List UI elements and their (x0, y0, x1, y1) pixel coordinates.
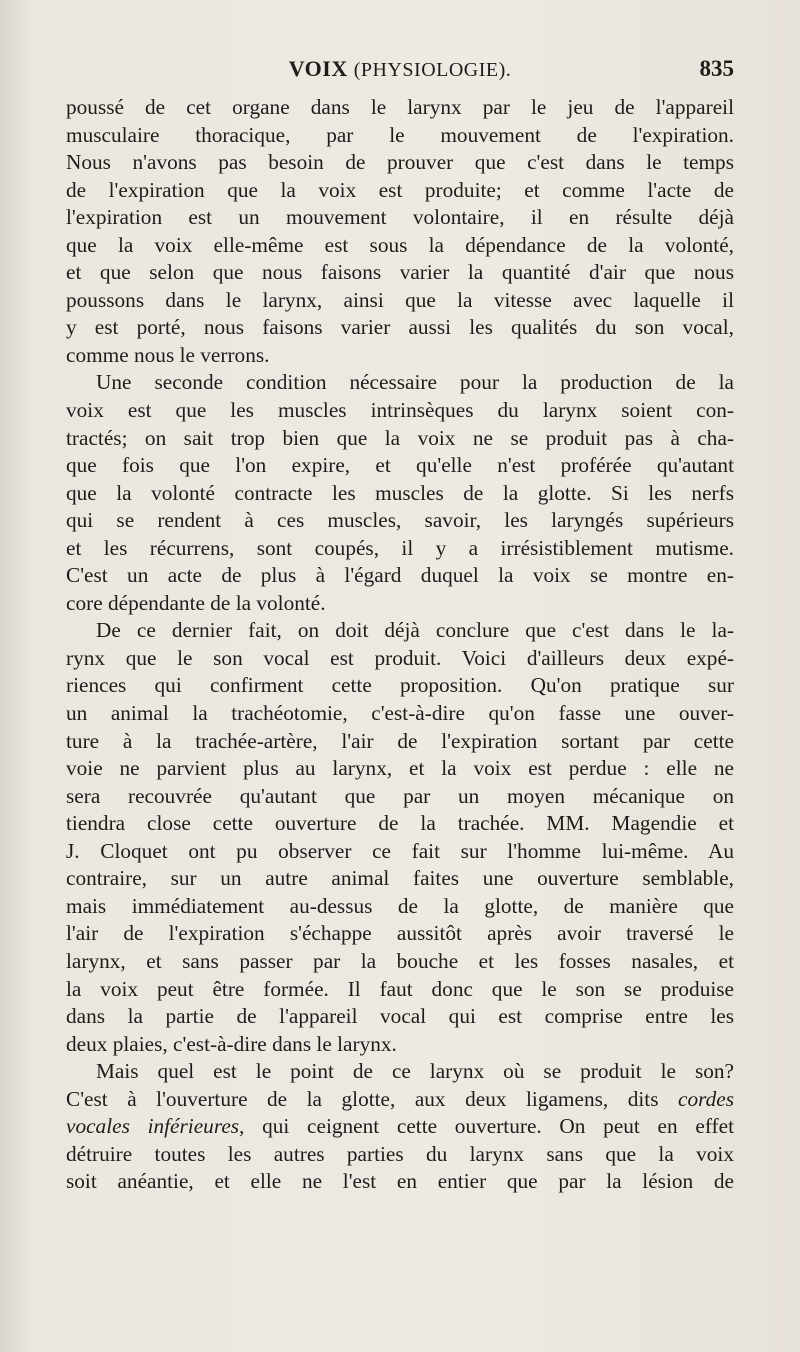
text-line (66, 590, 734, 618)
text-line (66, 893, 734, 921)
line-text: mais immédiatement au-dessus de la glotte, de manière que (66, 893, 734, 918)
line-text: deux plaies, c'est-à-dire dans le larynx. (66, 1031, 397, 1056)
line-text: core dépendante de la volonté. (66, 590, 326, 615)
line-text: rynx que le son vocal est produit. Voici d'ailleurs deux expé- (66, 645, 734, 670)
line-text: un animal la trachéotomie, c'est-à-dire qu'on fasse une ouver- (66, 701, 734, 726)
text-line (66, 480, 734, 508)
line-text: que la voix elle-même est sous la dépendance de la volonté, (66, 232, 734, 257)
line-text: C'est à l'ouverture de la glotte, aux deux ligamens, dits (66, 1086, 678, 1111)
text-line (66, 204, 734, 232)
line-text: ture à la trachée-artère, l'air de l'expiration sortant par cette (66, 728, 734, 753)
text-line (66, 700, 734, 728)
text-line (66, 1086, 734, 1114)
text-line (66, 920, 734, 948)
line-text: que fois que l'on expire, et qu'elle n'est proférée qu'autant (66, 453, 734, 478)
text-line (66, 232, 734, 260)
running-head-subtitle: (PHYSIOLOGIE). (353, 59, 512, 81)
text-line (66, 397, 734, 425)
line-text: Une seconde condition nécessaire pour la production de la (96, 370, 734, 395)
text-line (66, 645, 734, 673)
line-text: musculaire thoracique, par le mouvement de l'expiration. (66, 122, 734, 147)
line-text: de l'expiration que la voix est produite; et comme l'acte de (66, 177, 734, 202)
line-text: Nous n'avons pas besoin de prouver que c'est dans le temps (66, 150, 734, 175)
text-line (66, 810, 734, 838)
text-line (66, 783, 734, 811)
text-line (66, 425, 734, 453)
line-text: qui se rendent à ces muscles, savoir, les laryngés supérieurs (66, 508, 734, 533)
text-line (66, 122, 734, 150)
text-line (66, 507, 734, 535)
line-text: De ce dernier fait, on doit déjà conclure que c'est dans le la- (96, 618, 734, 643)
text-line (66, 452, 734, 480)
text-line (66, 617, 734, 645)
line-text: comme nous le verrons. (66, 342, 270, 367)
line-text: J. Cloquet ont pu observer ce fait sur l'homme lui-même. Au (66, 838, 734, 863)
text-line (66, 1141, 734, 1169)
page-number: 835 (699, 56, 734, 81)
running-head (66, 56, 734, 82)
text-line (66, 865, 734, 893)
text-line (66, 535, 734, 563)
line-italic-text: cordes (678, 1086, 734, 1111)
line-italic-text: vocales inférieures, (66, 1114, 245, 1139)
line-text: soit anéantie, et elle ne l'est en entier que par la lésion de (66, 1169, 734, 1194)
line-text: l'air de l'expiration s'échappe aussitôt après avoir traversé le (66, 921, 734, 946)
text-line (66, 728, 734, 756)
line-text: et que selon que nous faisons varier la quantité d'air que nous (66, 260, 734, 285)
text-line (66, 1168, 734, 1196)
text-line (66, 1058, 734, 1086)
text-line (66, 259, 734, 287)
text-line (66, 976, 734, 1004)
line-text: dans la partie de l'appareil vocal qui est comprise entre les (66, 1004, 734, 1029)
line-text: tiendra close cette ouverture de la trachée. MM. Magendie et (66, 811, 734, 836)
line-text: poussé de cet organe dans le larynx par le jeu de l'appareil (66, 95, 734, 119)
line-text: voix est que les muscles intrinsèques du larynx soient con- (66, 398, 734, 423)
text-line (66, 287, 734, 315)
text-line (66, 314, 734, 342)
text-line (66, 755, 734, 783)
running-head-title: VOIX (288, 56, 348, 81)
line-text: l'expiration est un mouvement volontaire, il en résulte déjà (66, 205, 734, 230)
line-text: la voix peut être formée. Il faut donc que le son se produise (66, 976, 734, 1001)
text-line (66, 1031, 734, 1059)
line-text: sera recouvrée qu'autant que par un moyen mécanique on (66, 783, 734, 808)
line-text: riences qui confirment cette proposition. Qu'on pratique sur (66, 673, 734, 698)
text-line (66, 672, 734, 700)
text-line (66, 94, 734, 122)
line-text: tractés; on sait trop bien que la voix ne se produit pas à cha- (66, 425, 734, 450)
text-line (66, 838, 734, 866)
text-line (66, 149, 734, 177)
line-text: que la volonté contracte les muscles de la glotte. Si les nerfs (66, 480, 734, 505)
line-text: y est porté, nous faisons varier aussi les qualités du son vocal, (66, 315, 734, 340)
line-text-after: qui ceignent cette ouverture. On peut en effet (244, 1114, 734, 1139)
text-line (66, 342, 734, 370)
text-line (66, 562, 734, 590)
line-text: poussons dans le larynx, ainsi que la vitesse avec laquelle il (66, 287, 734, 312)
text-line (66, 1113, 734, 1141)
line-text: contraire, sur un autre animal faites une ouverture semblable, (66, 866, 734, 891)
line-text: détruire toutes les autres parties du larynx sans que la voix (66, 1141, 734, 1166)
line-text: voie ne parvient plus au larynx, et la voix est perdue : elle ne (66, 756, 734, 781)
line-text: et les récurrens, sont coupés, il y a irrésistiblement mutisme. (66, 535, 734, 560)
text-line (66, 948, 734, 976)
text-line (66, 177, 734, 205)
body-text (66, 94, 734, 1196)
page-header (66, 56, 734, 90)
text-line (66, 1003, 734, 1031)
text-line (66, 369, 734, 397)
line-text: Mais quel est le point de ce larynx où se produit le son? (96, 1059, 734, 1084)
line-text: larynx, et sans passer par la bouche et les fosses nasales, et (66, 948, 734, 973)
line-text: C'est un acte de plus à l'égard duquel la voix se montre en- (66, 563, 734, 588)
